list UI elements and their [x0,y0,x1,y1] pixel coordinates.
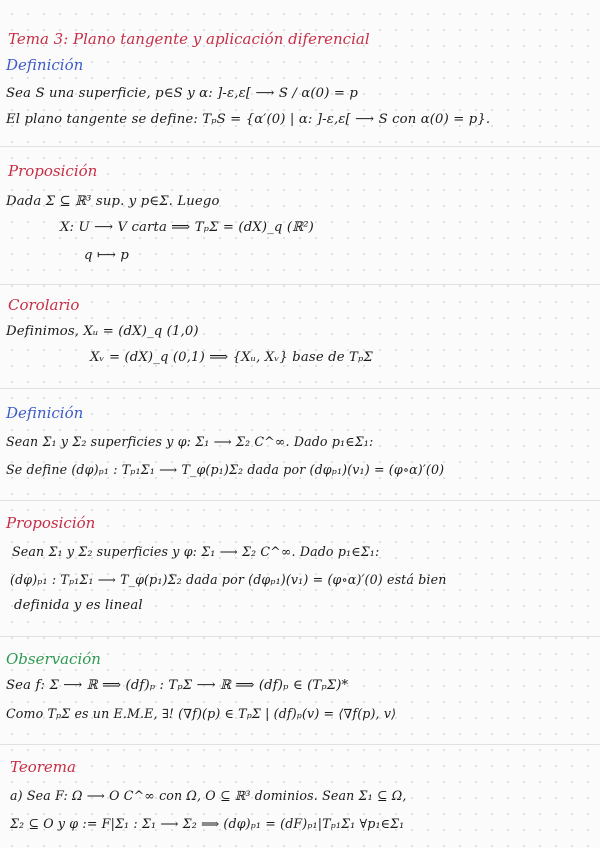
section-divider [0,284,600,285]
def1-line-2: El plano tangente se define: TₚS = {α′(0) | α: ]-ε,ε[ ⟶ S con α(0) = p}. [6,112,491,127]
thm1-line-2: Σ₂ ⊆ O y φ := F|Σ₁ : Σ₁ ⟶ Σ₂ ⟹ (dφ)ₚ₁ = (dF)ₚ₁|Tₚ₁Σ₁ ∀p₁∈Σ₁ [10,816,405,831]
prop1-line-1: Dada Σ ⊆ ℝ³ sup. y p∈Σ. Luego [6,194,220,209]
section-divider [0,388,600,389]
heading-observation-1: Observación [6,650,101,668]
def1-line-1: Sea S una superficie, p∈S y α: ]-ε,ε[ ⟶ S / α(0) = p [6,86,358,101]
obs1-line-2: Como TₚΣ es un E.M.E, ∃! (∇f)(p) ∈ TₚΣ | (df)ₚ(v) = ⟨∇f(p), v⟩ [6,706,397,721]
prop1-line-2: X: U ⟶ V carta ⟹ TₚΣ = (dX)_q (ℝ²) [60,220,314,235]
section-divider [0,744,600,745]
obs1-line-1: Sea f: Σ ⟶ ℝ ⟹ (df)ₚ : TₚΣ ⟶ ℝ ⟹ (df)ₚ ∈ (TₚΣ)* [6,678,349,693]
cor1-line-2: Xᵥ = (dX)_q (0,1) ⟹ {Xᵤ, Xᵥ} base de TₚΣ [90,350,373,365]
heading-corollary-1: Corolario [8,296,80,314]
cor1-line-1: Definimos, Xᵤ = (dX)_q (1,0) [6,324,199,339]
def2-line-2: Se define (dφ)ₚ₁ : Tₚ₁Σ₁ ⟶ T_φ(p₁)Σ₂ dada por (dφₚ₁)(v₁) = (φ∘α)′(0) [6,462,445,477]
heading-proposition-1: Proposición [8,162,98,180]
heading-definition-2: Definición [6,404,84,422]
section-divider [0,500,600,501]
prop2-line-1: Sean Σ₁ y Σ₂ superficies y φ: Σ₁ ⟶ Σ₂ C^∞. Dado p₁∈Σ₁: [12,544,380,559]
prop2-line-2: (dφ)ₚ₁ : Tₚ₁Σ₁ ⟶ T_φ(p₁)Σ₂ dada por (dφₚ₁)(v₁) = (φ∘α)′(0) está bien [10,572,447,587]
heading-theorem-1: Teorema [10,758,76,776]
prop2-line-3: definida y es lineal [14,598,143,613]
prop1-line-3: q ⟼ p [84,248,129,263]
thm1-line-1: a) Sea F: Ω ⟶ O C^∞ con Ω, O ⊆ ℝ³ dominios. Sean Σ₁ ⊆ Ω, [10,788,407,803]
def2-line-1: Sean Σ₁ y Σ₂ superficies y φ: Σ₁ ⟶ Σ₂ C^∞. Dado p₁∈Σ₁: [6,434,374,449]
section-divider [0,636,600,637]
section-divider [0,146,600,147]
heading-definition-1: Definición [6,56,84,74]
page-title: Tema 3: Plano tangente y aplicación diferencial [8,30,370,48]
heading-proposition-2: Proposición [6,514,96,532]
